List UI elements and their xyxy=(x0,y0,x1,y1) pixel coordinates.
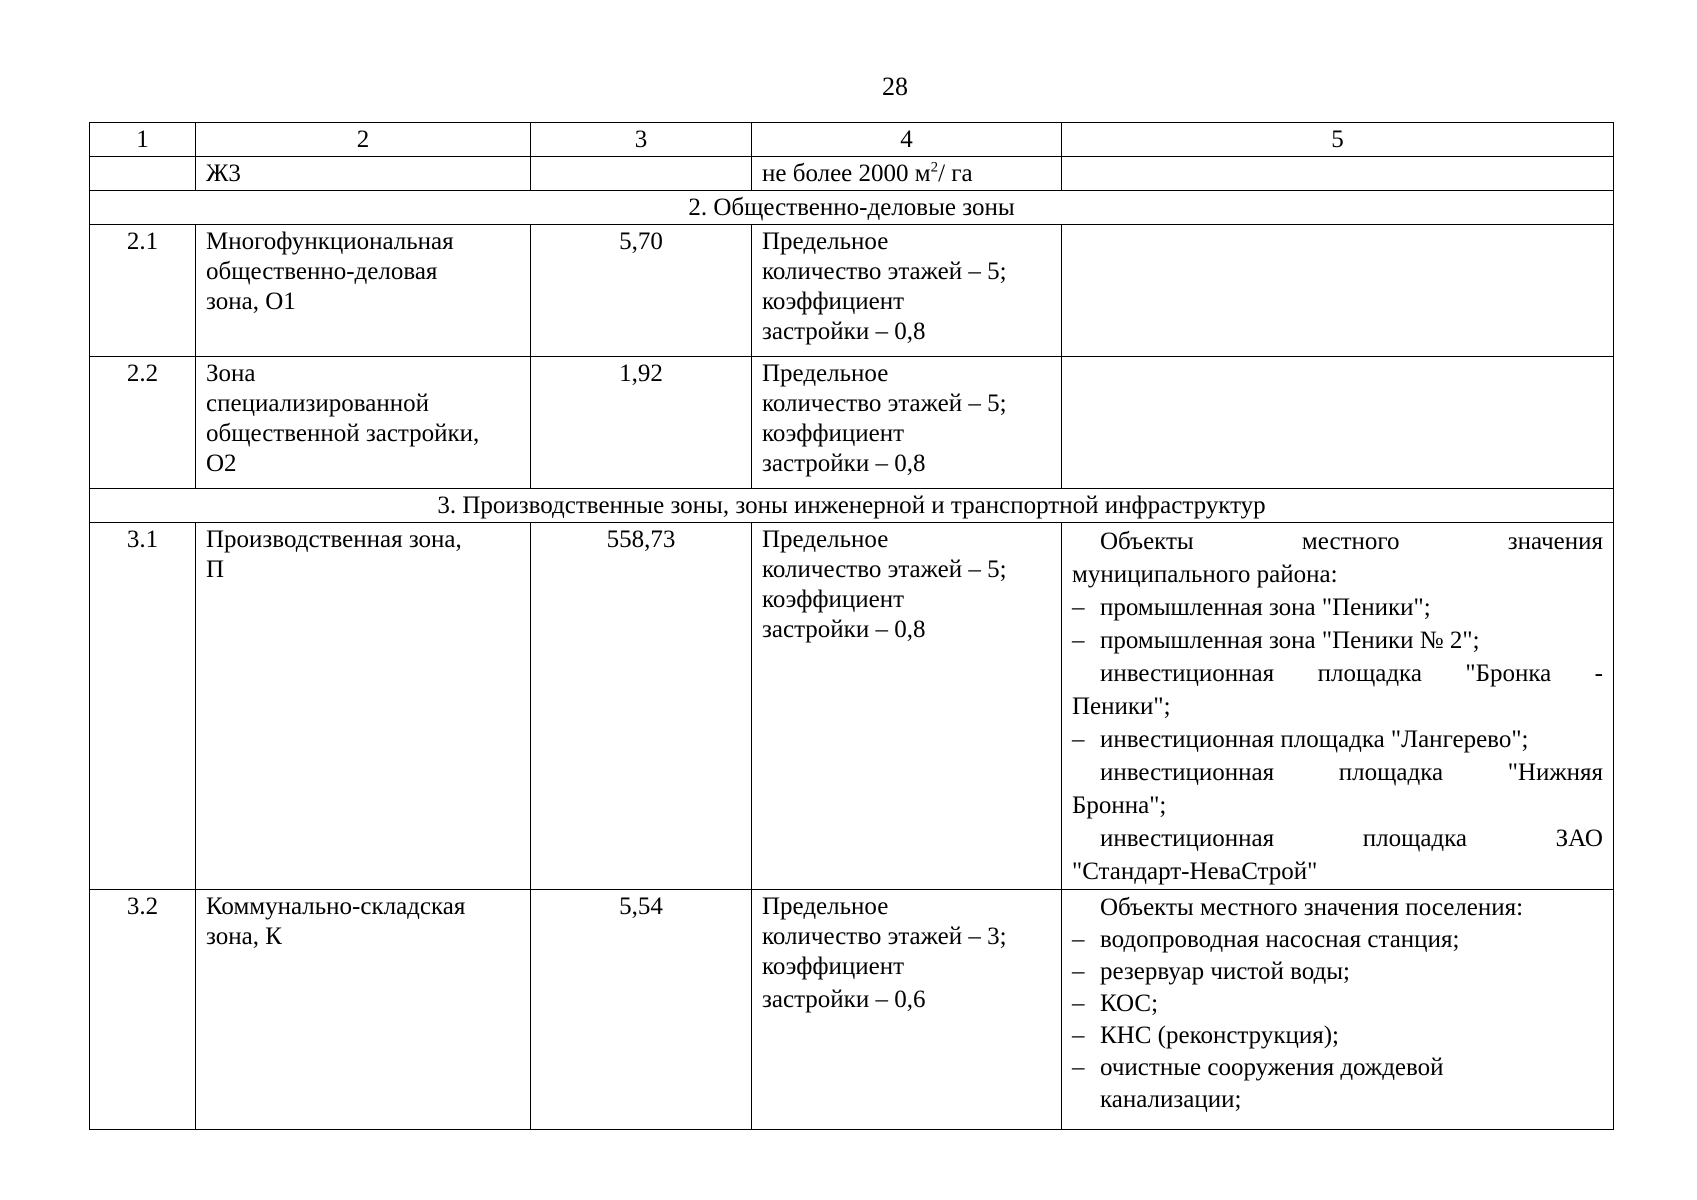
list-item: – КНС (реконструкция); xyxy=(1072,1020,1603,1052)
cell-area: 558,73 xyxy=(531,523,752,890)
cell-name xyxy=(196,890,531,1130)
cell-num: 2.2 xyxy=(90,357,196,489)
dash-bullet: – xyxy=(1072,726,1085,753)
section-row xyxy=(90,489,1614,523)
cell-params xyxy=(752,357,1062,489)
param-line: количество этажей – 5; xyxy=(762,390,1007,417)
list-item-cont: Пеники"; xyxy=(1072,693,1171,720)
table-row xyxy=(90,890,1614,1130)
list-item-cont: Бронна"; xyxy=(1072,792,1167,819)
name-line: зона, К xyxy=(206,923,282,950)
dash-bullet: – xyxy=(1072,926,1085,953)
dash-bullet: – xyxy=(1072,1054,1085,1081)
dash-bullet: – xyxy=(1072,627,1085,654)
name-line: Многофункциональная xyxy=(206,228,454,255)
cell-num xyxy=(90,157,196,191)
dash-bullet: – xyxy=(1072,1022,1085,1049)
dash-bullet: – xyxy=(1072,990,1085,1017)
header-cell: 4 xyxy=(752,123,1062,157)
list-item: – очистные сооружения дождевой xyxy=(1072,1052,1603,1084)
param-superscript: 2 xyxy=(930,159,939,176)
cell-area: 5,70 xyxy=(531,225,752,357)
cell-name xyxy=(196,523,531,890)
name-line: Зона xyxy=(206,360,256,387)
cell-area: 1,92 xyxy=(531,357,752,489)
section-row xyxy=(90,191,1614,225)
cell-num: 3.1 xyxy=(90,523,196,890)
param-line: Предельное xyxy=(762,360,889,387)
list-item: – резервуар чистой воды; xyxy=(1072,956,1603,988)
name-line: специализированной xyxy=(206,390,429,417)
param-text: не более 2000 м xyxy=(762,160,931,187)
param-line: Предельное xyxy=(762,893,889,920)
cell-name xyxy=(196,225,531,357)
cell-objects xyxy=(1062,523,1614,890)
cell-num: 2.1 xyxy=(90,225,196,357)
list-item: инвестиционная площадка "Бронка - xyxy=(1100,660,1603,687)
dash-bullet: – xyxy=(1072,958,1085,985)
dash-bullet: – xyxy=(1072,594,1085,621)
name-line: П xyxy=(206,556,225,583)
list-item: инвестиционная площадка ЗАО xyxy=(1100,825,1603,852)
name-line: зона, О1 xyxy=(206,288,296,315)
param-line: Предельное xyxy=(762,526,889,553)
param-line: коэффициент xyxy=(762,288,905,315)
section-title: 3. Производственные зоны, зоны инженерной и транспортной инфраструктур xyxy=(90,489,1614,523)
cell-name xyxy=(196,357,531,489)
cell-objects xyxy=(1062,890,1614,1130)
param-line: коэффициент xyxy=(762,586,905,613)
name-line: Производственная зона, xyxy=(206,526,462,553)
table-row xyxy=(90,523,1614,890)
cell-params xyxy=(752,523,1062,890)
header-cell: 1 xyxy=(90,123,196,157)
name-line: общественно-деловая xyxy=(206,258,438,285)
zones-table xyxy=(89,122,1614,1130)
param-text-suffix: / га xyxy=(938,160,973,187)
name-line: Коммунально-складская xyxy=(206,893,466,920)
header-row xyxy=(90,123,1614,157)
param-line: количество этажей – 5; xyxy=(762,556,1007,583)
table-row xyxy=(90,225,1614,357)
cell-num: 3.2 xyxy=(90,890,196,1130)
cell-params xyxy=(752,225,1062,357)
param-line: коэффициент xyxy=(762,420,905,447)
cell-objects xyxy=(1062,225,1614,357)
section-title: 2. Общественно-деловые зоны xyxy=(90,191,1614,225)
param-line: Предельное xyxy=(762,228,889,255)
list-item: – водопроводная насосная станция; xyxy=(1072,924,1603,956)
cell-name: Ж3 xyxy=(196,157,531,191)
page-number: 28 xyxy=(882,72,908,101)
list-item: – инвестиционная площадка "Лангерево"; xyxy=(1072,723,1603,756)
list-item: – КОС; xyxy=(1072,988,1603,1020)
cell-objects xyxy=(1062,357,1614,489)
param-line: коэффициент xyxy=(762,953,905,980)
param-line: количество этажей – 5; xyxy=(762,258,1007,285)
list-item-cont: канализации; xyxy=(1100,1086,1242,1113)
objects-intro: Объекты местного значения поселения: xyxy=(1100,894,1524,921)
list-item: – промышленная зона "Пеники № 2"; xyxy=(1072,624,1603,657)
list-item: – промышленная зона "Пеники"; xyxy=(1072,591,1603,624)
objects-intro-cont: муниципального района: xyxy=(1072,561,1338,588)
param-line: застройки – 0,6 xyxy=(762,986,926,1013)
cell-objects xyxy=(1062,157,1614,191)
name-line: общественной застройки, xyxy=(206,420,480,447)
cell-params xyxy=(752,890,1062,1130)
cell-area: 5,54 xyxy=(531,890,752,1130)
list-item: инвестиционная площадка "Нижняя xyxy=(1100,759,1603,786)
header-cell: 5 xyxy=(1062,123,1614,157)
table-row xyxy=(90,157,1614,191)
cell-area xyxy=(531,157,752,191)
param-line: застройки – 0,8 xyxy=(762,616,926,643)
list-item-cont: "Стандарт-НеваСтрой" xyxy=(1072,858,1318,885)
param-line: количество этажей – 3; xyxy=(762,923,1007,950)
table-row xyxy=(90,357,1614,489)
header-cell: 2 xyxy=(196,123,531,157)
name-line: О2 xyxy=(206,450,237,477)
param-line: застройки – 0,8 xyxy=(762,318,926,345)
cell-params xyxy=(752,157,1062,191)
header-cell: 3 xyxy=(531,123,752,157)
objects-intro: Объекты местного значения xyxy=(1100,528,1603,555)
param-line: застройки – 0,8 xyxy=(762,450,926,477)
